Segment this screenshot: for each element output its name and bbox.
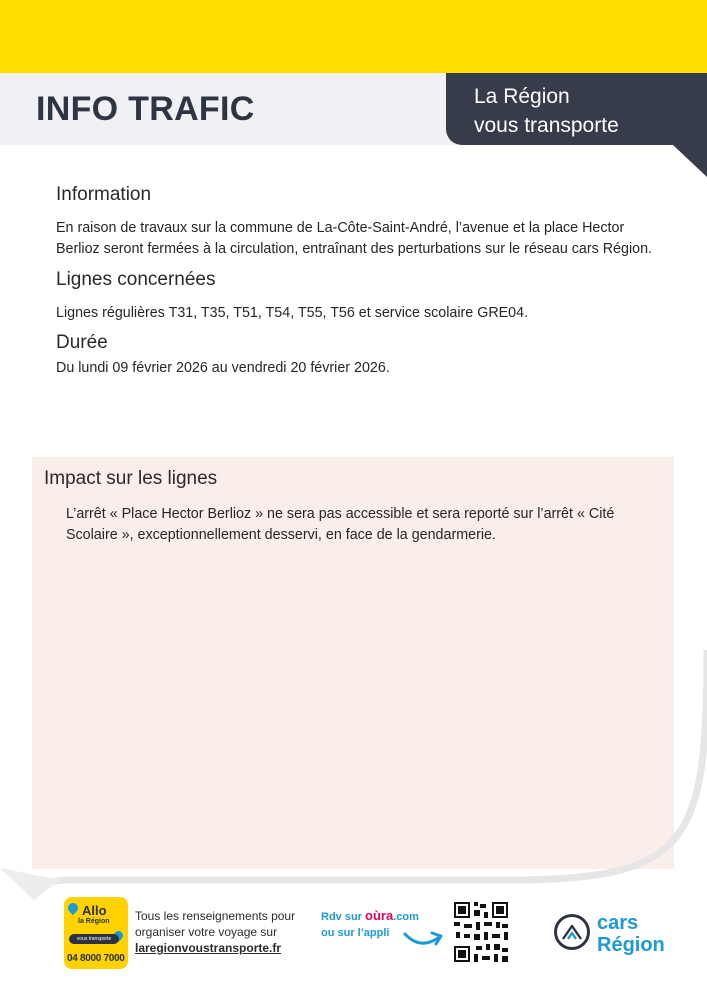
qr-code-icon[interactable]: [452, 900, 510, 964]
curved-arrow-icon: [402, 924, 446, 950]
info-text: [135, 908, 295, 956]
cars-line-2: Région: [597, 934, 665, 956]
aura-brand: oùra: [365, 908, 394, 923]
allo-title: Allo: [82, 903, 107, 918]
cars-region-logo-icon: [554, 914, 590, 950]
impact-heading: Impact sur les lignes: [44, 468, 218, 489]
slogan-tab-tail: [673, 145, 707, 177]
rdv-suffix: .com: [393, 911, 419, 923]
main-content: [56, 184, 668, 379]
information-heading: Information: [56, 184, 152, 205]
info-line-1: Tous les renseignements pour: [135, 909, 296, 923]
impact-panel: [32, 457, 674, 869]
impact-text: L’arrêt « Place Hector Berlioz » ne sera pas accessible et sera reporté sur l’arrêt « Cité Scolaire », exceptionnellement desservi, en face de la gendarmerie.: [66, 506, 615, 543]
info-line-2: organiser votre voyage sur: [135, 925, 278, 939]
duration-text: Du lundi 09 février 2026 au vendredi 20 février 2026.: [56, 360, 390, 376]
location-pin-icon: [66, 901, 80, 915]
allo-subtitle: la Région: [78, 918, 110, 925]
duration-heading: Durée: [56, 332, 108, 353]
slogan-line-2: vous transporte: [474, 114, 619, 137]
allo-pill: vous transporte: [69, 934, 119, 944]
cars-region-wordmark: [597, 912, 665, 956]
rdv-app-line: ou sur l’appli: [321, 927, 390, 939]
slogan-line-1: La Région: [474, 85, 570, 108]
allo-region-badge: [64, 897, 128, 969]
lines-text: Lignes régulières T31, T35, T51, T54, T55, T56 et service scolaire GRE04.: [56, 305, 529, 321]
lines-heading: Lignes concernées: [56, 269, 216, 290]
cars-line-1: cars: [597, 912, 639, 934]
mountain-icon: [557, 917, 587, 947]
page-title: INFO TRAFIC: [36, 90, 255, 128]
slogan: [474, 82, 619, 140]
website-link[interactable]: laregionvoustransporte.fr: [135, 941, 282, 955]
allo-phone-number: 04 8000 7000: [67, 953, 125, 964]
top-yellow-band: [0, 0, 707, 73]
information-text: En raison de travaux sur la commune de La-Côte-Saint-André, l’avenue et la place Hector Berlioz seront fermées à la circulation, entraînant des perturbations sur le réseau cars Région.: [56, 220, 653, 257]
rdv-prefix: Rdv sur: [321, 911, 366, 923]
